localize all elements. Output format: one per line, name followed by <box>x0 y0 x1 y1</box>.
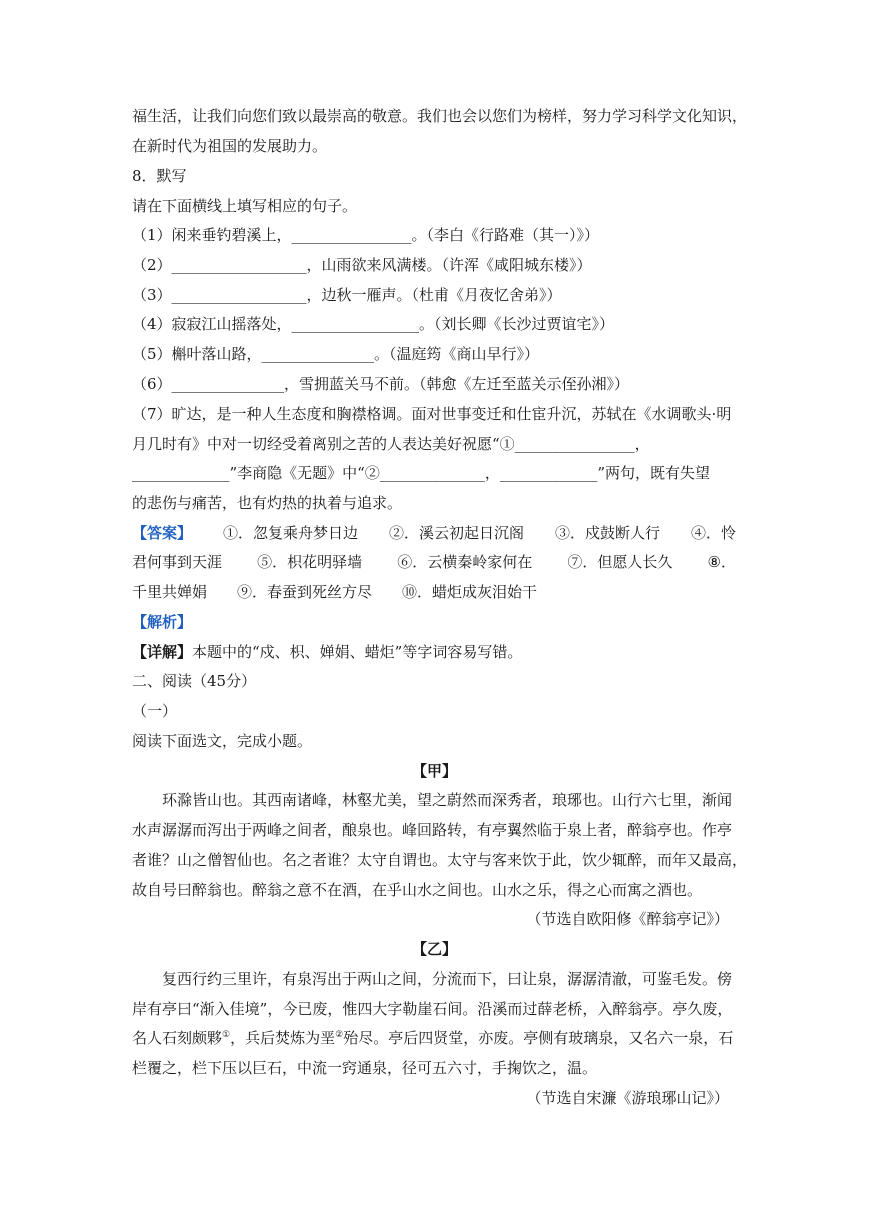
analysis-label: 【解析】 <box>132 613 193 631</box>
passage-yi-source: （节选自宋濂《游琅琊山记》） <box>526 1089 729 1107</box>
passage-yi-line-3 <box>132 1028 733 1048</box>
answer-item: ②．溪云初起日沉阁 <box>388 524 524 542</box>
fill-item-7-line-4: 的悲伤与痛苦，也有灼热的执着与追求。 <box>132 494 403 512</box>
fill-item-2: （2）__________________，山雨欲来风满楼。（许浑《咸阳城东楼》） <box>132 256 592 274</box>
fill-item-4: （4）寂寂江山摇落处，_________________。（刘长卿《长沙过贾谊宅》） <box>132 315 615 333</box>
intro-line-2: 在新时代为祖国的发展助力。 <box>132 137 328 155</box>
section-2-prompt: 阅读下面选文，完成小题。 <box>132 732 313 750</box>
answer-item: ⑦．但愿人长久 <box>567 553 673 571</box>
answer-item: ⑨．春蚕到死丝方尽 <box>237 583 373 601</box>
answer-item: 君何事到天涯 <box>132 553 223 571</box>
fill-item-5: （5）槲叶落山路，_______________。（温庭筠《商山早行》） <box>132 345 540 363</box>
passage-yi-line-2: 岸有亭曰“渐入佳境”，今已废，惟四大字勒崖石间。沿溪而过薛老桥，入醉翁亭。亭久废， <box>132 1000 733 1018</box>
fill-item-7-line-1: （7）旷达，是一种人生态度和胸襟格调。面对世事变迁和仕宦升沉，苏轼在《水调歌头·明 <box>132 405 732 423</box>
answer-item: ⑩．蜡炬成灰泪始干 <box>402 583 538 601</box>
footnote-marker-1: ① <box>222 1030 231 1040</box>
answer-item: ⑥．云横秦岭家何在 <box>397 553 533 571</box>
answer-row-2 <box>132 552 736 572</box>
passage-yi-heading: 【乙】 <box>411 940 457 958</box>
text-segment: ，兵后焚炼为垩 <box>230 1029 336 1047</box>
answer-label: 【答案】 <box>132 524 193 542</box>
text-segment: 名人石刻颇夥 <box>132 1029 223 1047</box>
answer-item: ⑤．枳花明驿墙 <box>257 553 363 571</box>
detail-text: 本题中的“戍、枳、婵娟、蜡炬”等字词容易写错。 <box>192 643 523 661</box>
passage-jia-line-2: 水声潺潺而泻出于两峰之间者，酿泉也。峰回路转，有亭翼然临于泉上者，醉翁亭也。作亭 <box>132 821 733 839</box>
answer-item: 千里共婵娟 <box>132 583 208 601</box>
passage-jia-line-4: 故自号曰醉翁也。醉翁之意不在酒，在乎山水之间也。山水之乐，得之心而寓之酒也。 <box>132 881 703 899</box>
passage-jia-line-3: 者谁？山之僧智仙也。名之者谁？太守自谓也。太守与客来饮于此，饮少辄醉，而年又最高， <box>132 851 748 869</box>
fill-item-3: （3）__________________，边秋一雁声。（杜甫《月夜忆舍弟》） <box>132 286 562 304</box>
passage-jia-source: （节选自欧阳修《醉翁亭记》） <box>526 910 729 928</box>
fill-item-1: （1）闲来垂钓碧溪上，________________。（李白《行路难（其一）》） <box>132 226 600 244</box>
passage-yi-line-4: 栏覆之，栏下压以巨石，中流一窍通泉，径可五六寸，手掬饮之，温。 <box>132 1059 598 1077</box>
answer-row-3 <box>132 582 537 602</box>
answer-item: ⑧． <box>707 553 736 571</box>
analysis-detail <box>132 642 522 662</box>
fill-item-7-line-3: _____________”李商隐《无题》中“②______________，_____________”两句，既有失望 <box>132 464 711 482</box>
detail-label: 【详解】 <box>132 643 193 661</box>
section-2-sub: （一） <box>132 702 178 720</box>
intro-line-1: 福生活，让我们向您们致以最崇高的敬意。我们也会以您们为榜样，努力学习科学文化知识， <box>132 107 748 125</box>
answer-row-1 <box>132 523 736 543</box>
section-2-title: 二、阅读（45分） <box>132 672 257 690</box>
footnote-marker-2: ② <box>335 1030 344 1040</box>
fill-item-7-line-2: 月几时有》中对一切经受着离别之苦的人表达美好祝愿“①________________， <box>132 435 650 453</box>
question-8-prompt: 请在下面横线上填写相应的句子。 <box>132 197 358 215</box>
answer-item: ①．忽复乘舟梦日边 <box>222 524 358 542</box>
passage-yi-line-1: 复西行约三里许，有泉泻出于两山之间，分流而下，曰让泉，潺潺清澈，可鉴毛发。傍 <box>162 970 733 988</box>
passage-jia-heading: 【甲】 <box>411 762 457 780</box>
passage-jia-line-1: 环滁皆山也。其西南诸峰，林壑尤美，望之蔚然而深秀者，琅琊也。山行六七里，渐闻 <box>162 791 733 809</box>
question-8-title: 8．默写 <box>132 167 187 185</box>
answer-item: ④．怜 <box>690 524 736 542</box>
fill-item-6: （6）_______________，雪拥蓝关马不前。（韩愈《左迁至蓝关示侄孙湘》） <box>132 375 630 393</box>
text-segment: 殆尽。亭后四贤堂，亦废。亭侧有玻璃泉，又名六一泉，石 <box>343 1029 734 1047</box>
answer-item: ③．戍鼓断人行 <box>554 524 660 542</box>
